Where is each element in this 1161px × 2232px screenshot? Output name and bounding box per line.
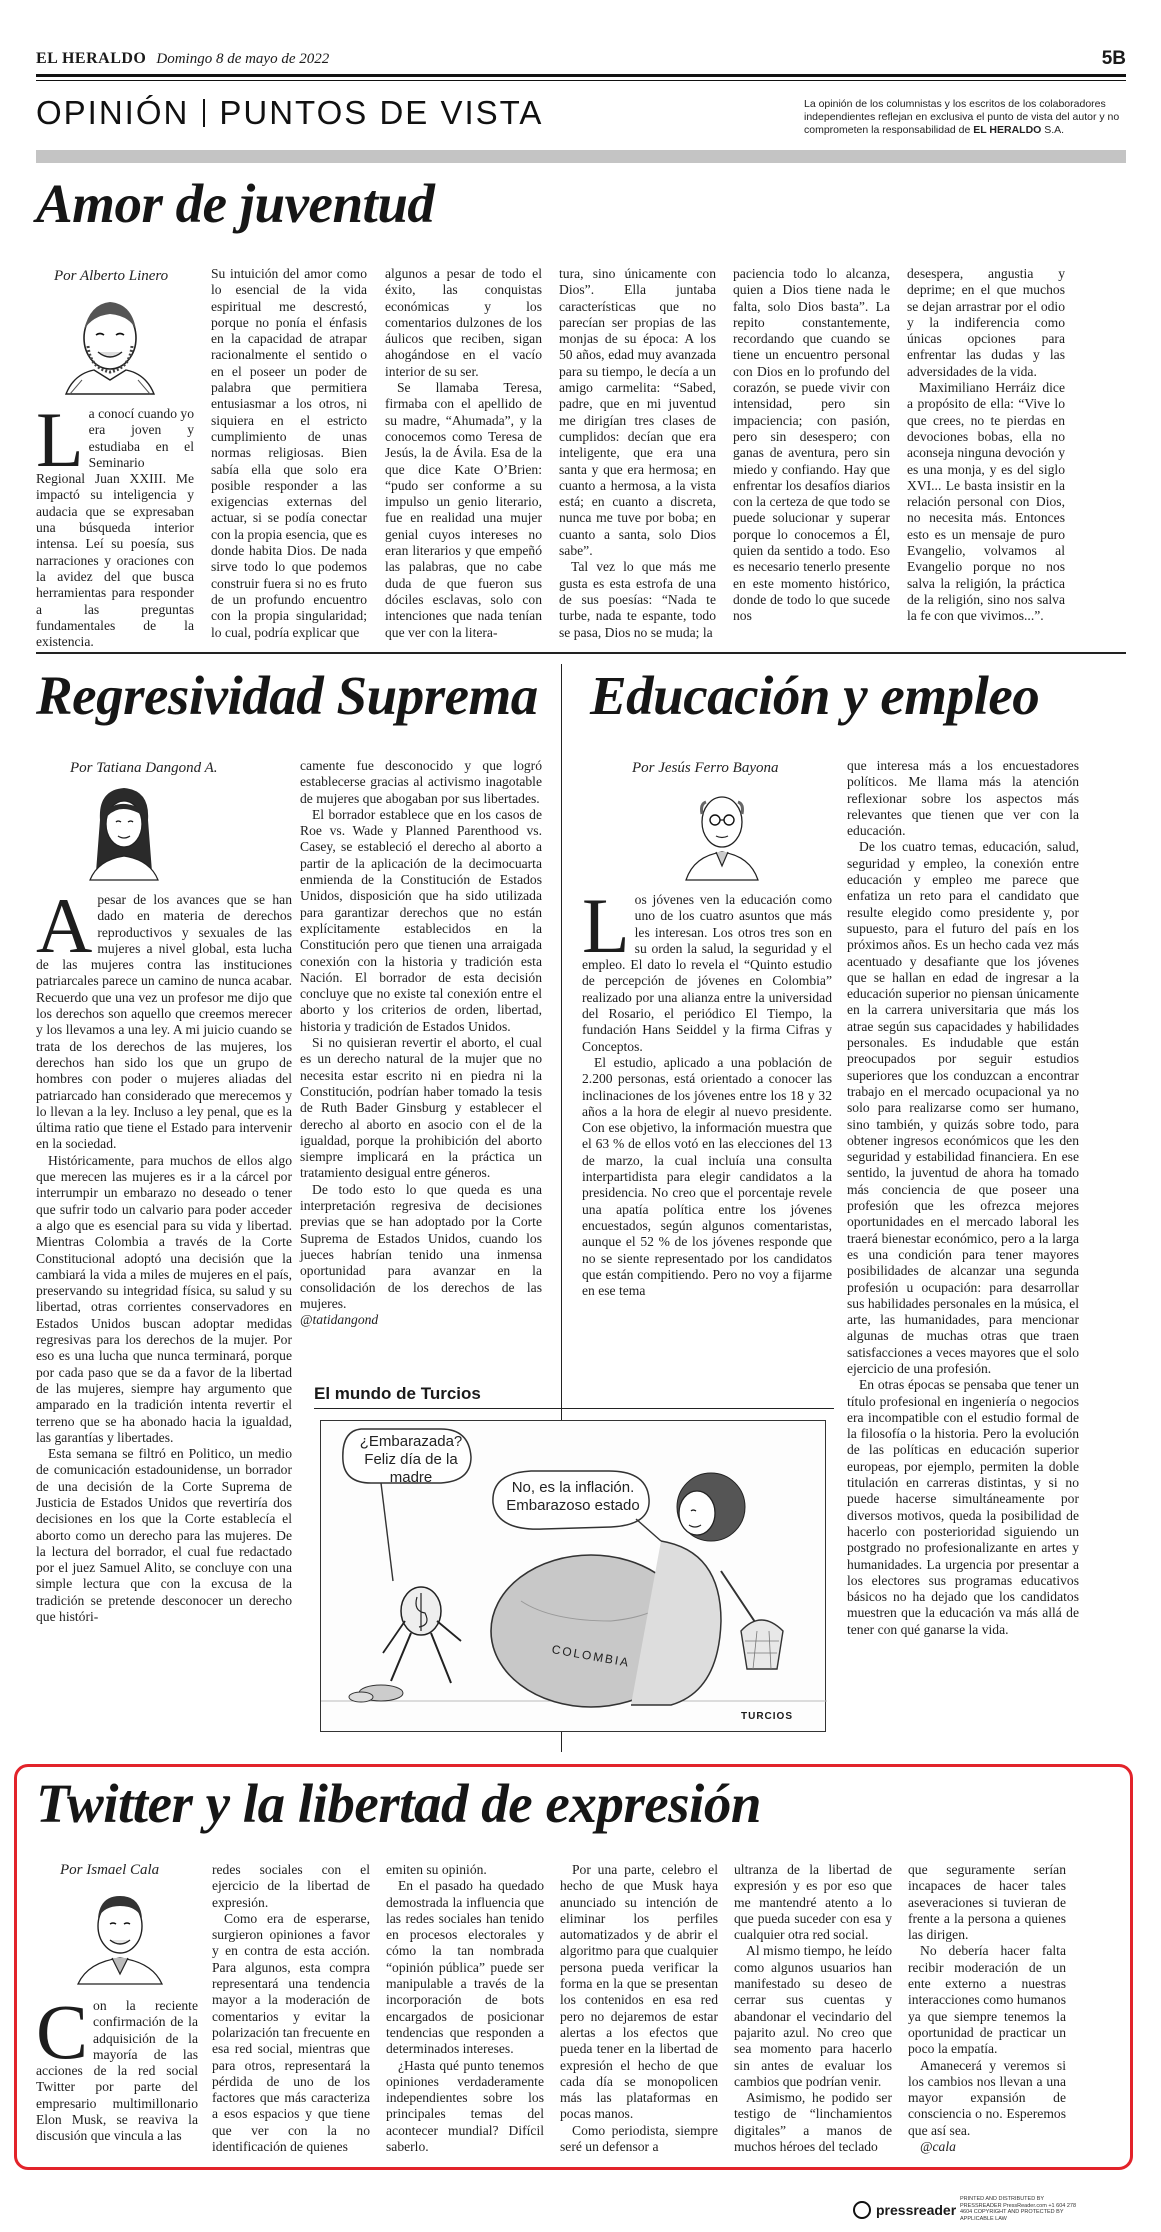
article-twitter-text: Como era de esperarse, surgieron opiniones a favor y en contra de esta acción. Para algunos, esta compra representará una tendencia mayor a la moderación de comentarios y evitar la polarización tan frecuente en esa red social, mientras que para otros, representará la pérdida de uno de los factores que más caracteriza a esos espacios y que tiene que ver con la no identificación de quienes	[212, 1910, 370, 2155]
article-regresividad-byline: Por Tatiana Dangond A.	[70, 760, 218, 776]
article-regresividad-text: camente fue desconocido y que logró establecerse gracias al activismo inagotable de mujeres que abogaban por sus libertades.	[300, 758, 542, 806]
pressreader-brand: pressreader	[876, 2202, 957, 2218]
section-subname: PUNTOS DE VISTA	[219, 94, 544, 131]
disclaimer-suffix: S.A.	[1041, 124, 1065, 136]
article-educacion-headline: Educación y empleo	[590, 665, 1040, 726]
article-twitter-text: Al mismo tiempo, he leído como algunos usuarios han manifestado su deseo de cerrar sus cuentas y abandonar el vecindario del pajarito azul. No creo que sea momento para hacerlo sin antes de evaluar los cambios que podrían venir.	[734, 1943, 892, 2089]
newspaper-name: EL HERALDO	[36, 50, 147, 67]
article-twitter-col-6	[908, 1862, 1066, 2162]
article-amor-col-5	[733, 266, 890, 630]
masthead-rule	[36, 74, 1126, 77]
section-name: OPINIÓN	[36, 94, 190, 131]
article-educacion-text: que interesa más a los encuestadores políticos. Me llama más la atención reflexionar sobre los aspectos más relevantes que tienen que ver con la educación.	[847, 758, 1079, 839]
article-amor-col-4	[559, 266, 716, 640]
article-amor-text: tura, sino únicamente con Dios”. Ella juntaba características que no parecían ser propias de las monjas de su época: A los 50 años, edad muy avanzada para su tiempo, le decía a un amigo carmelita: “Sabed, padre, que en mi juventud me dirigían tres clases de cumplidos: decían que era inteligente, que era una santa y que era hermosa; en cuanto a hermosa, a la vista está; en cuanto a discreta, nunca me tuve por boba; en cuanto a santa, solo Dios sabe”.	[559, 266, 716, 559]
article-twitter-text: Amanecerá y veremos si los cambios nos llevan a una mayor expansión de consciencia o no. Esperemos que así sea.	[908, 2057, 1066, 2138]
section-header	[36, 94, 1126, 138]
article-regresividad-col-2	[300, 758, 542, 1358]
article-educacion-col-1	[582, 882, 832, 1362]
disclaimer-text: La opinión de los columnistas y los escritos de los colaboradores independientes reflejan en exclusiva el punto de vista del autor y no comprometen la responsabilidad de	[804, 98, 1120, 136]
article-amor-col-1	[36, 396, 194, 650]
article-amor-byline: Por Alberto Linero	[54, 268, 169, 284]
article-twitter-text: ¿Hasta qué punto tenemos opiniones verdaderamente independientes sobre los principales temas del acontecer mundial? Difícil saberlo.	[386, 2057, 544, 2155]
article-regresividad-text: El borrador establece que en los casos de Roe vs. Wade y Planned Parenthood vs. Casey, se estableció el derecho al aborto a partir de la aplicación de la decimocuarta enmienda de la Constitución de Estados Unidos, disposición que ha sido utilizada para garantizar derechos que no están explícitamente establecidos en la Constitución pero que tienen una arraigada conexión con la historia y tradición esta Nación. El borrador de esta decisión concluye que no existe tal conexión entre el aborto y los criterios de orden, libertad, historia y tradición de Estados Unidos.	[300, 806, 542, 1034]
article-twitter-text: que seguramente serían incapaces de hacer tales aseveraciones si tuvieran de frente a la persona a quienes las dirigen.	[908, 1862, 1066, 1943]
article-educacion-text: En otras épocas se pensaba que tener un título profesional en ingeniería o negocios era incompatible con el estudio formal de la filosofía o la historia. Pero la evolución de las políticas en educación superior europeas, por ejemplo, permiten la doble titulación en carreras distintas, y si no puede hacerse simultáneamente por diversos motivos, queda la posibilidad de hacerlo con posterioridad siguiendo un postgrado no profesionalizante en artes y humanidades. La urgencia por presentar a los electores sus programas educativos básicos no ha dejado que los candidatos muestren que la educación va más allá de tener con qué ganarse la vida.	[847, 1377, 1079, 1637]
article-regresividad-dropcap: A	[36, 882, 93, 969]
masthead	[36, 50, 1126, 70]
article-twitter-text: ultranza de la libertad de expresión y es por eso que me mantendré atento a lo que pueda suceder con esa y cualquier otra red social.	[734, 1862, 892, 1943]
cartoon-belly-label: COLOMBIA	[550, 1642, 632, 1670]
article-twitter-text: redes sociales con el ejercicio de la libertad de expresión.	[212, 1862, 370, 1910]
pressreader-icon	[853, 2201, 871, 2219]
article-amor-text: a conocí cuando yo era joven y estudiaba en el Seminario Regional Juan XXIII. Me impactó su inteligencia y audacia que se expresaban una búsqueda interior intensa. Leí su poesía, sus narraciones y oraciones con la avidez del que busca herramientas para responder a las preguntas fundamentales de la existencia.	[36, 406, 194, 650]
author-portrait-linero	[60, 290, 160, 394]
article-regresividad-text: pesar de los avances que se han dado en materia de derechos reproductivos y sexuales de las mujeres a nivel global, esta lucha de las mujeres contra las instituciones patriarcales parece un camino de nunca acabar. Recuerdo que una vez un profesor me dijo que los derechos son aquello que creemos merecer y los llevamos a una ley. A mi juicio cuando se trata de los derechos de las mujeres, los derechos han sido los que un grupo de hombres con poder o mujeres aliadas del patriarcado han considerado que merecemos y lo llevan a la ley. Incluso a ley penal, que es la última ratio que tiene el Estado para intervenir en la sociedad.	[36, 892, 292, 1152]
pressreader-fineprint: PRINTED AND DISTRIBUTED BY PRESSREADER PressReader.com +1 604 278 4604 COPYRIGHT AND PROTECTED BY APPLICABLE LAW	[960, 2196, 1077, 2222]
cartoon-title: El mundo de Turcios	[314, 1384, 481, 1403]
article-twitter-text: emiten su opinión.	[386, 1862, 487, 1877]
article-educacion-text: os jóvenes ven la educación como uno de los cuatro asuntos que más les interesan. Los otros tres son en su orden la salud, la seguridad y el empleo. El dato lo revela el “Quinto estudio de percepción de jóvenes en Colombia” realizado por una alianza entre la universidad del Rosario, el periódico El Tiempo, la fundación Hans Seiddel y la firma Cifras y Conceptos.	[582, 892, 832, 1054]
article-twitter-text: Asimismo, he podido ser testigo de “linchamientos digitales” a manos de muchos héroes del teclado	[734, 2090, 892, 2155]
issue-date: Domingo 8 de mayo de 2022	[156, 51, 330, 67]
article-educacion-text: El estudio, aplicado a una población de 2.200 personas, está orientado a conocer las inclinaciones de los jóvenes entre los 18 y 32 años a la hora de elegir al nuevo presidente. Con ese objetivo, la información muestra que el 63 % de ellos votó en las elecciones del 13 de marzo, la cual incluía una consulta interpartidista para elegir candidatos a la presidencia. No creo que el porcentaje revele una apatía política entre los jóvenes encuestados, según algunos comentaristas, aunque el 52 % de los jóvenes responde que no se siente representado por los candidatos que están compitiendo. Pero no voy a fijarme en ese tema	[582, 1054, 832, 1299]
article-amor-headline: Amor de juventud	[36, 173, 435, 234]
article-amor-col-6	[907, 266, 1065, 630]
article-regresividad-headline: Regresividad Suprema	[36, 665, 538, 726]
article-regresividad-text: Si no quisieran revertir el aborto, el cual es un derecho natural de la mujer que no necesita estar escrito ni en piedra ni la Constitución, podrían haber tomado la tesis de Ruth Bader Ginsburg y establecer el derecho al aborto en asocio con el de la igualdad, porque la prohibición del aborto siempre implicará en la práctica un tratamiento desigual entre géneros.	[300, 1035, 542, 1181]
disclaimer-brand: EL HERALDO	[973, 124, 1042, 136]
author-handle: @cala	[920, 2139, 956, 2155]
article-twitter-headline: Twitter y la libertad de expresión	[36, 1773, 761, 1834]
article-twitter-dropcap: C	[36, 1988, 89, 2075]
article-twitter-text: Como periodista, siempre seré un defensor a	[560, 2122, 718, 2155]
article-educacion-dropcap: L	[582, 882, 630, 969]
article-educacion-col-2	[847, 758, 1079, 1752]
article-twitter-text: on la reciente confirmación de la adquisición de la mayoría de las acciones de la red social Twitter por parte del empresario multimillonario Elon Musk, se reaviva la discusión que vincula a las	[36, 1998, 198, 2144]
section-separator	[203, 99, 205, 127]
article-amor-text: algunos a pesar de todo el éxito, las conquistas económicas y los comentarios dulzones de los áulicos que reciben, sigan ahogándose en el vacío interior de su ser.	[385, 266, 542, 379]
article-twitter-text: En el pasado ha quedado demostrada la influencia que las redes sociales han tenido en procesos electorales y cómo la tan nombrada “opinión pública” puede ser manipulable a través de la incorporación de bots encargados de posicionar tendencias que responden a determinados intereses.	[386, 1878, 544, 2057]
cartoonist-signature: TURCIOS	[741, 1711, 793, 1722]
author-portrait-cala	[72, 1882, 168, 1984]
author-handle: @tatidangond	[300, 1312, 379, 1328]
article-amor-text: desespera, angustia y deprime; en el que muchos se dejan arrastrar por el odio y la indiferencia como únicas opciones para enfrentar las dudas y las adversidades de la vida.	[907, 266, 1065, 379]
author-portrait-dangond	[80, 780, 168, 880]
article-regresividad-text: Históricamente, para muchos de ellos algo que merecen las mujeres es ir a la cárcel por interrumpir un embarazo no deseado o tener que sufrir todo un calvario para poder acceder a algo que es esencial para su vida y libertad. Mientras Colombia a través de la Corte Constitucional adoptó una decisión que la cambiará la vida a miles de mujeres en el país, preservando su integridad física, su salud y su libertad, otras corrientes conservadores en Estados Unidos buscan adoptar medidas regresivas para los derechos de la mujer. Por eso es una lucha que nunca terminará, porque por cada paso que se da a favor de la libertad de las mujeres, siempre hay argumento que amparado en la tradición intenta revertir el terreno que se ha abonado hacia la igualdad, las garantías y libertades.	[36, 1152, 292, 1445]
article-twitter-col-1	[36, 1988, 198, 2162]
page-number: 5B	[1101, 48, 1126, 69]
article-divider	[36, 652, 1126, 654]
cartoon-speech-left: ¿Embarazada? Feliz día de la madre	[359, 1433, 463, 1486]
article-twitter-col-4	[560, 1862, 718, 2162]
article-amor-text: Tal vez lo que más me gusta es esta estrofa de una de sus poesías: “Nada te turbe, nada te espante, todo se pasa, Dios no se muda; la	[559, 559, 716, 640]
masthead-rule-thin	[36, 80, 1126, 81]
article-amor-text: Se llamaba Teresa, firmaba con el apellido de su madre, “Ahumada”, y la conocemos como Teresa de Jesús, la de Ávila. Esa de la que dice Kate O’Brien: “pudo ser conforme a su impulso un genio literario, fue en realidad una mujer genial cuyos intereses no eran literarios y que empeñó las palabras, que no cabe duda de que fueron sus dóciles esclavas, solo con intenciones que nada tenían que ver con la litera-	[385, 380, 542, 640]
article-amor-text: Maximiliano Herráiz dice a propósito de ella: “Vive lo que crees, no te pierdas en devociones bobas, ella no aconseja ninguna devoción y es una monja, y es del siglo XVI... Le basta insistir en la relación personal con Dios, no necesita más. Entonces esto es un mensaje de puro Evangelio, volvamos al Evangelio porque no nos salva la religión, la práctica de la religión, sino nos salva la fe con que vivimos...”.	[907, 380, 1065, 624]
article-amor-col-3	[385, 266, 542, 640]
article-regresividad-text: De todo esto lo que queda es una interpretación regresiva de decisiones previas que se han adoptado por la Corte Suprema de Estados Unidos, cuando los jueces habrían tenido una inmensa oportunidad para avanzar en la consolidación de los derechos de las mujeres.	[300, 1181, 542, 1311]
section-grey-bar	[36, 150, 1126, 163]
cartoon-speech-right: No, es la inflación. Embarazoso estado	[506, 1479, 640, 1514]
article-regresividad-col-1	[36, 882, 292, 1752]
cartoon-rule	[314, 1408, 834, 1409]
article-amor-dropcap: L	[36, 396, 84, 483]
article-educacion-text: De los cuatro temas, educación, salud, seguridad y empleo, la conexión entre educación y empleo me parece que enfatiza un reto para el candidato que resulte elegido como presidente y, por supuesto, para el futuro del país en los próximos años. Es un hecho cada vez más acentuado y desafiante que los jóvenes que se hallan en edad de ingresar a la educación superior no piensan únicamente en la carrera universitaria que más los atrae según sus capacidades y habilidades personales. Es indudable que están preocupados por seguir estudios superiores que los conduzcan a encontrar trabajo en el mercado ocupacional ya no solo para realizarse como ser humano, sino también, y quizás sobre todo, para obtener ingresos económicos que les den seguridad y estabilidad financiera. En ese sentido, la juventud de ahora ha tomado más conciencia de que poseer una profesión que les ofrezca mejores oportunidades en el mercado laboral les traerá bienestar económico, pero a la larga es una condición para tener mayores posibilidades de alcanzar una segunda profesión u ocupación: para desarrollar sus habilidades personales en la música, el arte, las humanidades, para mencionar algunas de muchas otras que traen satisfacciones a veces mayores que el solo ejercicio de una profesión.	[847, 839, 1079, 1376]
article-twitter-byline: Por Ismael Cala	[60, 1862, 160, 1878]
article-twitter-text: Por una parte, celebro el hecho de que Musk haya anunciado su intención de eliminar los perfiles automatizados y de abrir el algoritmo para que cualquier persona pueda verificar la forma en la que se presentan los contenidos en esa red pero no dejaremos de estar alertas a los efectos que pueda tener en la libertad de expresión el hecho de que cada día se monopolicen más las plataformas en pocas manos.	[560, 1862, 718, 2122]
article-twitter-col-2	[212, 1862, 370, 2162]
article-twitter-text: No debería hacer falta recibir moderación de un ente externo a nuestras interacciones como humanos ya que siempre tenemos la oportunidad de practicar un poco la empatía.	[908, 1943, 1066, 2057]
article-amor-col-2	[211, 266, 367, 640]
article-twitter-col-5	[734, 1862, 892, 2162]
editorial-cartoon	[320, 1420, 826, 1732]
article-amor-text: paciencia todo lo alcanza, quien a Dios tiene nada le falta, solo Dios basta”. La repito constantemente, recordando que cuando se tiene un encuentro personal con Dios en lo profundo del corazón, se puede vivir con intensidad, pero sin impaciencia; con pasión, pero sin desespero; con ganas de aventura, pero sin miedo y confiando. Hay que enfrentar los desafíos diarios con la certeza de que todo se puede solucionar y superar porque lo conocemos a Él, quien da sentido a todo. Eso es necesario tenerlo presente en este momento histórico, donde de todo lo que sucede nos	[733, 266, 890, 624]
pressreader-logo[interactable]	[853, 2199, 956, 2221]
article-twitter-col-3	[386, 1862, 544, 2162]
author-portrait-ferro	[678, 780, 766, 880]
article-amor-text: Su intuición del amor como lo esencial de la vida espiritual me descrestó, porque no ponía el énfasis en la capacidad de atrapar racionalmente el sentido o en el poseer un poder de palabra que permitiera entusiasmar a los otros, ni siquiera en el estricto cumplimiento de unas normas religiosas. Bien sabía ella que solo era posible responder a las exigencias externas del actuar, si se podía conectar con la propia esencia, que es donde habita Dios. De nada sirve todo lo que podemos construir fuera si no es fruto de un profundo encuentro con la propia singularidad; lo cual, podría explicar que	[211, 266, 367, 640]
article-regresividad-text: Esta semana se filtró en Politico, un medio de comunicación estadounidense, un borrador de una decisión de la Corte Suprema de Justicia de Estados Unidos que revertiría dos decisiones en los que la Corte establecía el aborto como un derecho para las mujeres. De la lectura del borrador, el cual fue redactado por el juez Samuel Alito, se concluye con una simple lectura que con la excusa de la tradición se pretende desconocer un derecho que históri-	[36, 1446, 292, 1625]
editorial-disclaimer	[804, 98, 1126, 137]
article-educacion-byline: Por Jesús Ferro Bayona	[632, 760, 779, 776]
